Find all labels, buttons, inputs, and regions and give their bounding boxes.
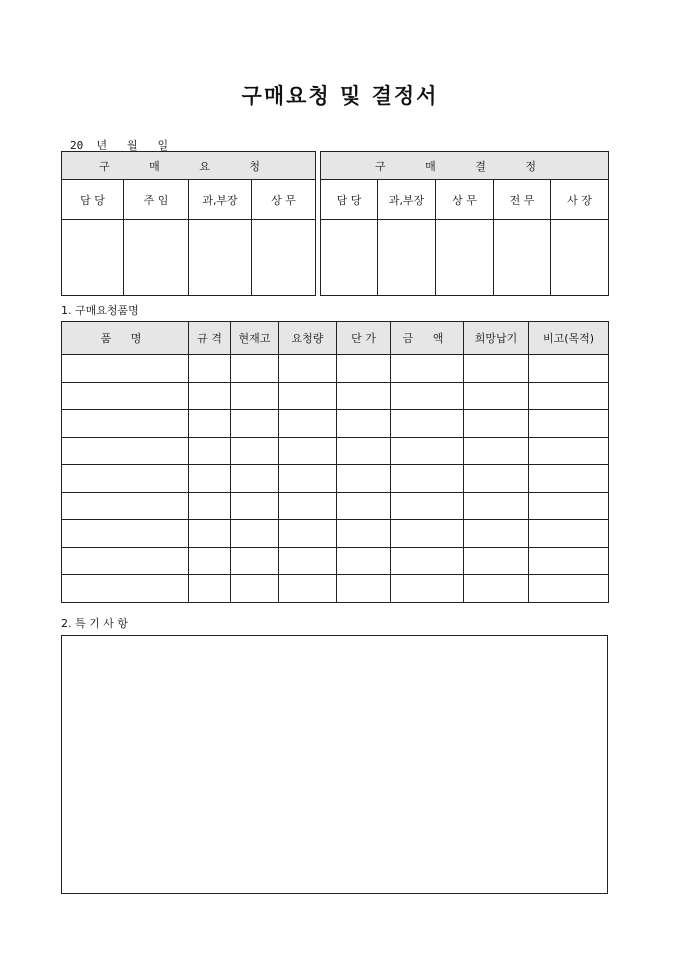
table-cell[interactable]	[189, 520, 231, 548]
table-cell[interactable]	[464, 465, 529, 493]
table-cell[interactable]	[62, 520, 189, 548]
request-col-staff: 담 당	[62, 180, 124, 220]
col-unit-price: 단 가	[337, 322, 391, 355]
table-cell[interactable]	[391, 575, 464, 603]
table-cell[interactable]	[189, 410, 231, 438]
table-cell[interactable]	[529, 520, 609, 548]
table-cell[interactable]	[231, 382, 279, 410]
table-cell[interactable]	[464, 355, 529, 383]
col-due-date: 희망납기	[464, 322, 529, 355]
table-row	[62, 465, 609, 493]
table-cell[interactable]	[231, 492, 279, 520]
table-cell[interactable]	[189, 355, 231, 383]
table-cell[interactable]	[337, 492, 391, 520]
table-cell[interactable]	[189, 382, 231, 410]
table-cell[interactable]	[391, 492, 464, 520]
table-cell[interactable]	[189, 437, 231, 465]
decision-col-staff: 담 당	[321, 180, 378, 220]
table-row	[62, 520, 609, 548]
table-cell[interactable]	[529, 465, 609, 493]
table-cell[interactable]	[279, 520, 337, 548]
decision-col-senior-director: 전 무	[494, 180, 551, 220]
request-col-assistant: 주 임	[124, 180, 189, 220]
table-cell[interactable]	[62, 410, 189, 438]
request-col-director: 상 무	[252, 180, 316, 220]
table-cell[interactable]	[231, 355, 279, 383]
table-cell[interactable]	[231, 547, 279, 575]
table-row	[62, 437, 609, 465]
table-cell[interactable]	[464, 410, 529, 438]
table-cell[interactable]	[231, 465, 279, 493]
decision-sign-president[interactable]	[551, 220, 609, 296]
table-cell[interactable]	[189, 465, 231, 493]
table-cell[interactable]	[62, 437, 189, 465]
table-cell[interactable]	[337, 410, 391, 438]
table-cell[interactable]	[529, 382, 609, 410]
table-cell[interactable]	[391, 437, 464, 465]
table-cell[interactable]	[464, 575, 529, 603]
table-cell[interactable]	[62, 575, 189, 603]
decision-sign-senior-director[interactable]	[494, 220, 551, 296]
table-cell[interactable]	[189, 575, 231, 603]
table-cell[interactable]	[279, 547, 337, 575]
table-row	[62, 382, 609, 410]
table-cell[interactable]	[464, 492, 529, 520]
decision-sign-director[interactable]	[436, 220, 494, 296]
table-cell[interactable]	[391, 410, 464, 438]
request-sign-manager[interactable]	[189, 220, 252, 296]
table-cell[interactable]	[62, 547, 189, 575]
col-note: 비고(목적)	[529, 322, 609, 355]
table-cell[interactable]	[62, 465, 189, 493]
request-sign-director[interactable]	[252, 220, 316, 296]
table-cell[interactable]	[464, 382, 529, 410]
table-cell[interactable]	[337, 465, 391, 493]
table-cell[interactable]	[337, 547, 391, 575]
table-cell[interactable]	[62, 382, 189, 410]
request-sign-assistant[interactable]	[124, 220, 189, 296]
table-row	[62, 575, 609, 603]
request-sign-staff[interactable]	[62, 220, 124, 296]
table-row	[62, 492, 609, 520]
col-request-qty: 요청량	[279, 322, 337, 355]
table-cell[interactable]	[189, 547, 231, 575]
table-row	[62, 355, 609, 383]
table-cell[interactable]	[62, 492, 189, 520]
table-cell[interactable]	[337, 575, 391, 603]
request-col-manager: 과,부장	[189, 180, 252, 220]
decision-sign-staff[interactable]	[321, 220, 378, 296]
decision-sign-manager[interactable]	[378, 220, 436, 296]
col-amount: 금 액	[391, 322, 464, 355]
request-approval-table	[61, 151, 316, 296]
decision-col-president: 사 장	[551, 180, 609, 220]
table-cell[interactable]	[279, 410, 337, 438]
items-header-row	[62, 322, 609, 355]
table-cell[interactable]	[62, 355, 189, 383]
table-cell[interactable]	[529, 437, 609, 465]
items-table	[61, 321, 609, 603]
table-cell[interactable]	[391, 547, 464, 575]
table-cell[interactable]	[529, 355, 609, 383]
remarks-box[interactable]	[61, 635, 608, 894]
table-cell[interactable]	[231, 575, 279, 603]
table-cell[interactable]	[279, 355, 337, 383]
request-header: 구 매 요 청	[62, 152, 316, 180]
table-cell[interactable]	[279, 437, 337, 465]
table-cell[interactable]	[337, 382, 391, 410]
table-cell[interactable]	[529, 492, 609, 520]
table-cell[interactable]	[464, 437, 529, 465]
table-cell[interactable]	[231, 410, 279, 438]
date-line: 20 년 월 일	[70, 139, 169, 152]
table-cell[interactable]	[337, 355, 391, 383]
decision-header: 구 매 결 정	[321, 152, 609, 180]
col-spec: 규 격	[189, 322, 231, 355]
decision-col-manager: 과,부장	[378, 180, 436, 220]
table-cell[interactable]	[529, 575, 609, 603]
table-cell[interactable]	[391, 465, 464, 493]
col-item-name: 품 명	[62, 322, 189, 355]
table-cell[interactable]	[529, 547, 609, 575]
table-cell[interactable]	[391, 355, 464, 383]
col-stock: 현재고	[231, 322, 279, 355]
table-cell[interactable]	[464, 547, 529, 575]
table-cell[interactable]	[189, 492, 231, 520]
remarks-section-label: 2. 특 기 사 항	[61, 617, 128, 630]
items-section-label: 1. 구매요청품명	[61, 304, 139, 317]
table-cell[interactable]	[391, 382, 464, 410]
table-cell[interactable]	[231, 437, 279, 465]
table-cell[interactable]	[279, 492, 337, 520]
table-cell[interactable]	[231, 520, 279, 548]
table-cell[interactable]	[391, 520, 464, 548]
table-cell[interactable]	[279, 575, 337, 603]
table-cell[interactable]	[464, 520, 529, 548]
document-title: 구매요청 및 결정서	[241, 83, 439, 108]
table-row	[62, 410, 609, 438]
table-cell[interactable]	[337, 520, 391, 548]
table-cell[interactable]	[337, 437, 391, 465]
table-cell[interactable]	[279, 382, 337, 410]
table-cell[interactable]	[529, 410, 609, 438]
table-cell[interactable]	[279, 465, 337, 493]
decision-col-director: 상 무	[436, 180, 494, 220]
table-row	[62, 547, 609, 575]
decision-approval-table	[320, 151, 609, 296]
